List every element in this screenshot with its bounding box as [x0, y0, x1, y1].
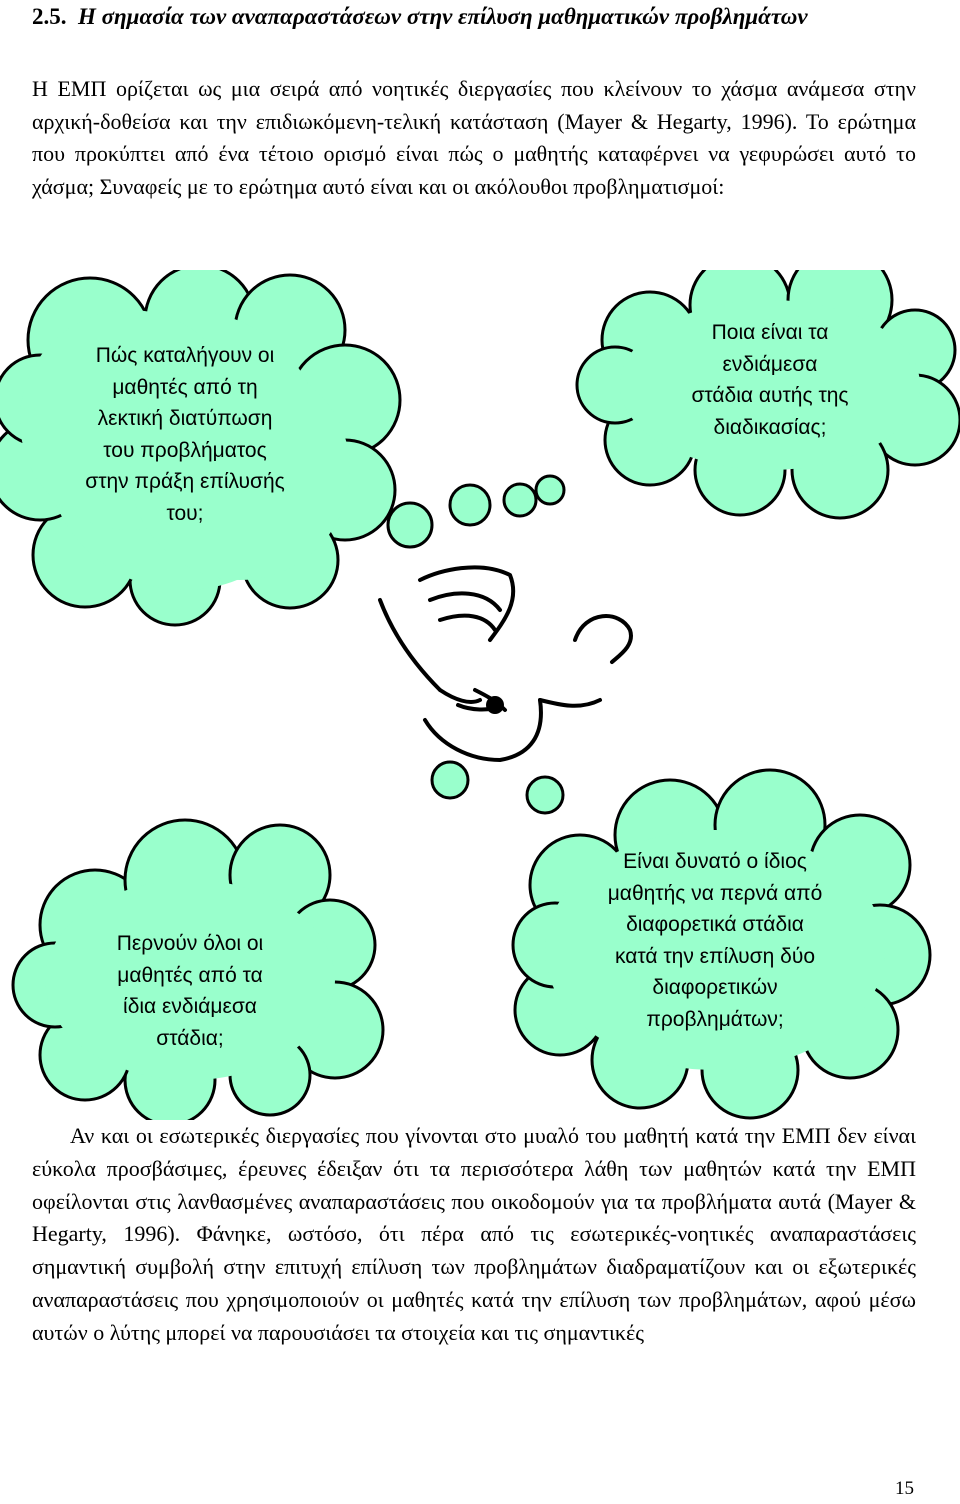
thinking-figure: [380, 567, 631, 760]
cloud-text-top-left: [60, 340, 310, 529]
cloud-line: διαφορετικών: [652, 976, 778, 999]
intro-paragraph: Η ΕΜΠ ορίζεται ως μια σειρά από νοητικές διεργασίες που κλείνουν το χάσμα ανάμεσα στην αρχική-δοθείσα και την επιδιωκόμενη-τελική κατάσταση (Mayer & Hegarty, 1996). Το ερώτημα που προκύπτει από ένα τέτοιο ορισμό είναι πώς ο μαθητής καταφέρνει να γεφυρώσει αυτό το χάσμα; Συναφείς με το ερώτημα αυτό είναι και οι ακόλουθοι προβληματισμοί:: [32, 76, 916, 199]
section-title: Η σημασία των αναπαραστάσεων στην επίλυση μαθηματικών προβλημάτων: [78, 4, 808, 29]
section-heading: [32, 0, 922, 34]
cloud-line: του;: [166, 501, 204, 525]
cloud-text-bottom-left: [70, 928, 310, 1054]
cloud-line: λεκτική διατύπωση: [97, 407, 273, 430]
cloud-line: του προβλήματος: [103, 438, 267, 462]
cloud-line: διαδικασίας;: [713, 415, 827, 439]
page-number: 15: [895, 1478, 914, 1499]
cloud-line: στην πράξη επίλυσής: [85, 470, 285, 493]
cloud-line: Ποια είναι τα: [711, 321, 829, 344]
cloud-line: ίδια ενδιάμεσα: [123, 995, 257, 1018]
cloud-line: μαθητές από τα: [117, 963, 263, 987]
cloud-line: Πώς καταλήγουν οι: [95, 344, 275, 367]
cloud-line: στάδια αυτής της: [691, 384, 849, 407]
cloud-line: μαθητής να περνά από: [607, 881, 823, 905]
cloud-line: ενδιάμεσα: [722, 352, 818, 376]
cloud-line: κατά την επίλυση δύο: [615, 944, 815, 968]
closing-paragraph: Αν και οι εσωτερικές διεργασίες που γίνονται στο μυαλό του μαθητή κατά την ΕΜΠ δεν είναι εύκολα προσβάσιμες, έρευνες έδειξαν ότι τα περισσότερα λάθη των μαθητών κατά την ΕΜΠ οφείλονται στις λανθασμένες αναπαραστάσεις που οικοδομούν για τα προβλήματα αυτά (Mayer & Hegarty, 1996). Φάνηκε, ωστόσο, ότι πέρα από τις εσωτερικές-νοητικές αναπαραστάσεις σημαντική συμβολή στην επιτυχή επίλυση των προβλημάτων διαδραματίζουν και οι εξωτερικές αναπαραστάσεις που χρησιμοποιούν οι μαθητές κατά την επίλυση των προβλημάτων, αφού μέσω αυτών ο λύτης μπορεί να παρουσιάσει τα στοιχεία και τις σημαντικές: [32, 1123, 916, 1345]
cloud-line: προβλημάτων;: [646, 1007, 784, 1031]
cloud-text-bottom-right: [565, 846, 865, 1035]
section-number: 2.5.: [32, 4, 67, 29]
cloud-line: στάδια;: [156, 1026, 224, 1050]
cloud-line: διαφορετικά στάδια: [626, 913, 804, 936]
cloud-text-top-right: [655, 317, 885, 443]
cloud-line: Είναι δυνατό ο ίδιος: [623, 850, 807, 873]
cloud-line: Περνούν όλοι οι: [116, 932, 264, 955]
thought-bubbles: [388, 476, 564, 813]
cloud-line: μαθητές από τη: [112, 375, 258, 399]
